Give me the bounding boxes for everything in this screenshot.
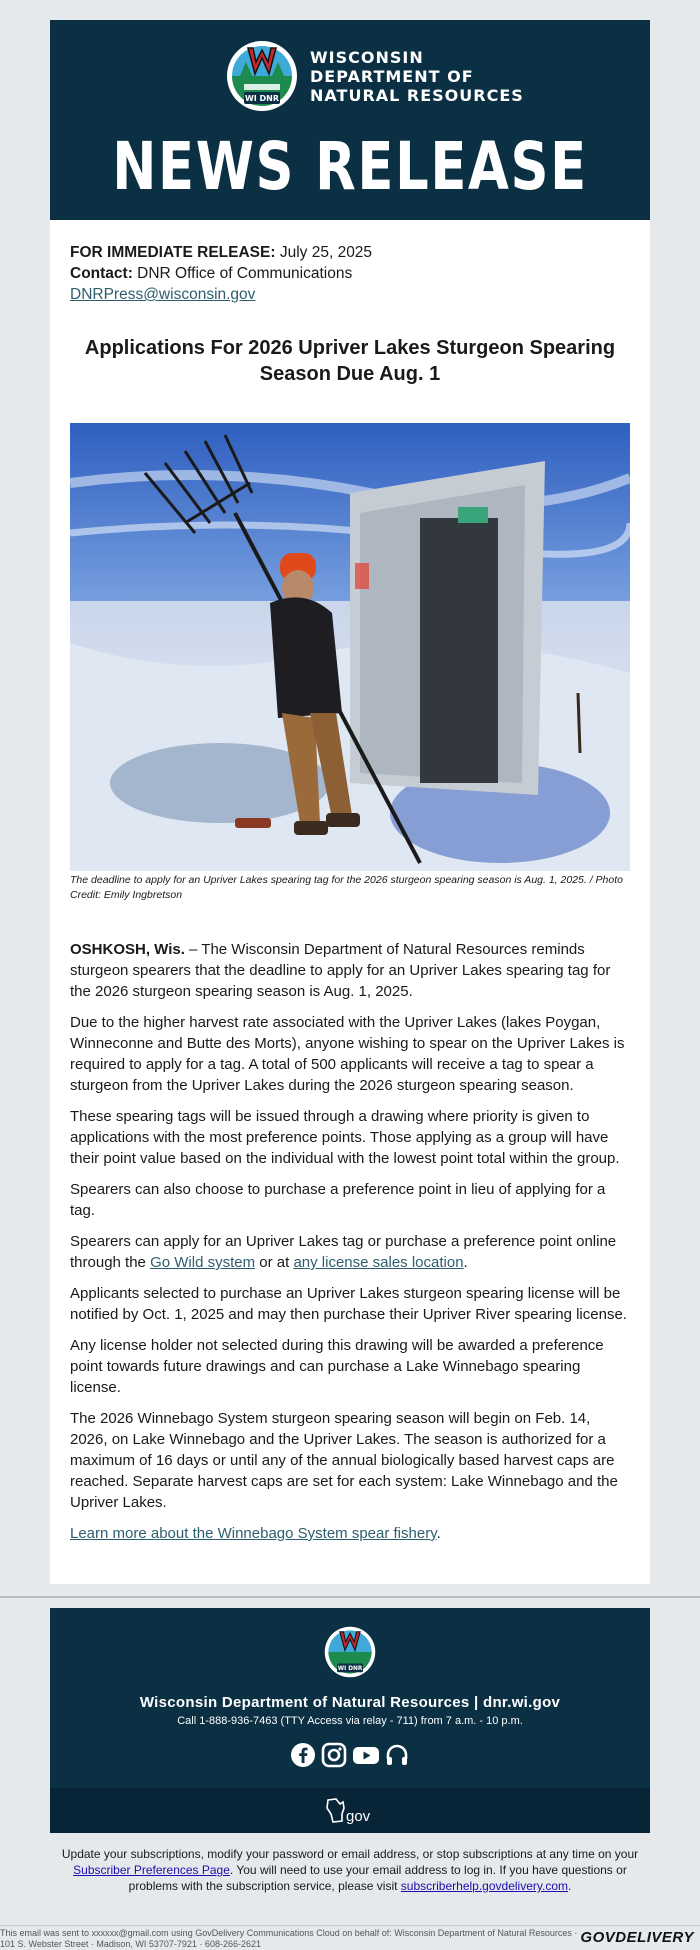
paragraph-1 (70, 939, 630, 1002)
release-content (50, 220, 650, 1584)
paragraph-1-text: – The Wisconsin Department of Natural Resources reminds sturgeon spearers that the deadline to apply for an Upriver Lakes spearing tag for the 2026 sturgeon spearing season is Aug. 1, 2025. (70, 941, 611, 1000)
sturgeon-spearer-photo (70, 423, 630, 871)
wisconsin-gov-logo-icon[interactable] (325, 1796, 377, 1826)
agency-line-1: WISCONSIN (310, 48, 424, 67)
subscriber-help-link[interactable]: subscriberhelp.govdelivery.com (400, 1879, 568, 1893)
subscriber-preferences-link[interactable]: Subscriber Preferences Page (73, 1863, 230, 1877)
paragraph-5-text-a: Spearers can apply for an Upriver Lakes tag or purchase a preference point online through the (70, 1233, 617, 1271)
subscription-text-a: Update your subscriptions, modify your password or email address, or stop subscriptions at any time on your (61, 1847, 639, 1861)
contact-email-link[interactable]: DNRPress@wisconsin.gov (70, 286, 256, 303)
govdelivery-logo[interactable]: GOVDELIVERY (580, 1929, 694, 1946)
header-banner (50, 20, 650, 220)
dateline: OSHKOSH, Wis. (70, 941, 185, 958)
footer-logo-text: WI DNR (337, 1666, 363, 1673)
paragraph-7: Any license holder not selected during this drawing will be awarded a preference point towards future drawings and can purchase a Lake Winnebago spearing license. (70, 1337, 604, 1396)
paragraph-8: The 2026 Winnebago System sturgeon spearing season will begin on Feb. 14, 2026, on Lake Winnebago and the Upriver Lakes. The season is authorized for a maximum of 16 days or until any of the annual biologically based harvest caps are reached. Separate harvest caps are set for each system: Lake Winnebago and the Upriver Lakes. (70, 1410, 618, 1511)
subscription-text-c: . (567, 1879, 572, 1893)
footer (50, 1608, 650, 1833)
podcast-headphones-icon[interactable] (384, 1742, 410, 1768)
news-release-title: NEWS RELEASE (112, 128, 588, 205)
wi-dnr-logo-icon (226, 40, 298, 112)
release-label: FOR IMMEDIATE RELEASE: (70, 244, 276, 261)
bottom-divider (0, 1925, 700, 1926)
logo-text: WI DNR (244, 94, 280, 103)
footer-divider (0, 1596, 700, 1598)
contact-value: DNR Office of Communications (137, 265, 353, 282)
contact-label: Contact: (70, 265, 133, 282)
learn-more-period: . (436, 1525, 441, 1542)
facebook-icon[interactable] (290, 1742, 316, 1768)
footer-wigov-strip (50, 1788, 650, 1833)
paragraph-4: Spearers can also choose to purchase a preference point in lieu of applying for a tag. (70, 1181, 606, 1219)
subscription-notice (60, 1846, 640, 1894)
paragraph-3: These spearing tags will be issued through a drawing where priority is given to applications with the most preference points. Those applying as a group will have their point value based on the individual with the lowest point total within the group. (70, 1108, 620, 1167)
paragraph-6: Applicants selected to purchase an Upriver Lakes sturgeon spearing license will be notified by Oct. 1, 2025 and may then purchase their Upriver River spearing license. (70, 1285, 627, 1323)
footer-wi-dnr-logo-icon[interactable] (324, 1626, 376, 1678)
learn-more-line (70, 1523, 630, 1544)
agency-line-3: NATURAL RESOURCES (310, 86, 524, 105)
contact-line (70, 263, 630, 284)
youtube-icon[interactable] (353, 1742, 379, 1768)
instagram-icon[interactable] (321, 1742, 347, 1768)
social-links (290, 1742, 410, 1770)
subscription-text-b: . You will need to use your email address to log in. If you have questions or problems with the subscription service, please visit (128, 1863, 627, 1893)
footer-phone: Call 1-888-936-7463 (TTY Access via relay - 711) from 7 a.m. - 10 p.m. (177, 1715, 523, 1727)
release-line (70, 242, 630, 263)
release-date: July 25, 2025 (279, 244, 373, 261)
footer-org[interactable]: Wisconsin Department of Natural Resources | dnr.wi.gov (139, 1694, 561, 1711)
fine-print: This email was sent to xxxxxx@gmail.com using GovDelivery Communications Cloud on behalf of: Wisconsin Department of Natural Resources · 101 S. Webster Street · Madison, WI 53707-7921 · 608-266-2621 (0, 1928, 578, 1949)
learn-more-link[interactable]: Learn more about the Winnebago System spear fishery (70, 1525, 437, 1542)
release-body (70, 939, 630, 1544)
agency-name (310, 48, 524, 105)
paragraph-2: Due to the higher harvest rate associated with the Upriver Lakes (lakes Poygan, Winneconne and Butte des Morts), anyone wishing to spear on the Upriver Lakes is required to apply for a tag. A total of 500 applicants will receive a tag to spear a sturgeon from the Upriver Lakes during the 2026 sturgeon spearing season. (70, 1014, 625, 1094)
paragraph-5-text-b: or at (255, 1254, 294, 1271)
paragraph-5 (70, 1231, 630, 1273)
agency-line-2: DEPARTMENT OF (310, 67, 474, 86)
paragraph-5-text-c: . (463, 1254, 468, 1271)
headline: Applications For 2026 Upriver Lakes Sturgeon Spearing Season Due Aug. 1 (84, 337, 616, 385)
license-sales-location-link[interactable]: any license sales location (293, 1254, 464, 1271)
release-meta (70, 242, 630, 305)
news-release-card (50, 20, 650, 1584)
go-wild-link[interactable]: Go Wild system (150, 1254, 256, 1271)
wigov-text: gov (346, 1808, 371, 1825)
photo-caption: The deadline to apply for an Upriver Lakes spearing tag for the 2026 sturgeon spearing season is Aug. 1, 2025. / Photo Credit: Emily Ingbretson (70, 874, 623, 901)
